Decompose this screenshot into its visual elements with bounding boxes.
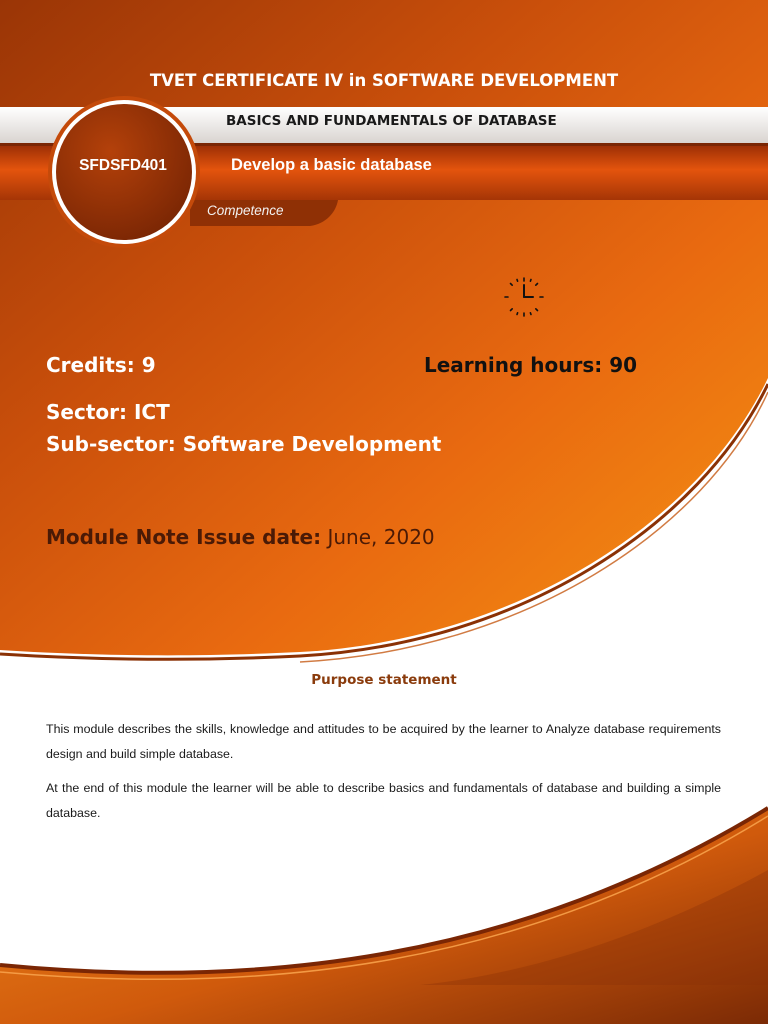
issue-date-label: Module Note Issue date: (46, 525, 322, 549)
learning-hours: Learning hours: 90 (424, 353, 638, 377)
purpose-heading: Purpose statement (311, 672, 457, 688)
purpose-paragraph-1: This module describes the skills, knowledge and attitudes to be acquired by the learner to Analyze database requirements design and build simple database. (46, 722, 721, 761)
module-title: BASICS AND FUNDAMENTALS OF DATABASE (226, 113, 557, 129)
module-code: SFDSFD401 (79, 157, 167, 174)
competence-label: Competence (207, 203, 284, 218)
competence-title: Develop a basic database (231, 156, 432, 174)
credits: Credits: 9 (46, 353, 156, 377)
issue-date (46, 525, 435, 549)
issue-date-value: June, 2020 (327, 525, 435, 549)
sub-sector: Sub-sector: Software Development (46, 432, 442, 456)
certificate-title: TVET CERTIFICATE IV in SOFTWARE DEVELOPMENT (149, 71, 619, 90)
sector: Sector: ICT (46, 400, 170, 424)
purpose-paragraph-2: At the end of this module the learner will be able to describe basics and fundamentals of database and building a simple database. (46, 781, 721, 820)
clock-icon (503, 276, 545, 318)
